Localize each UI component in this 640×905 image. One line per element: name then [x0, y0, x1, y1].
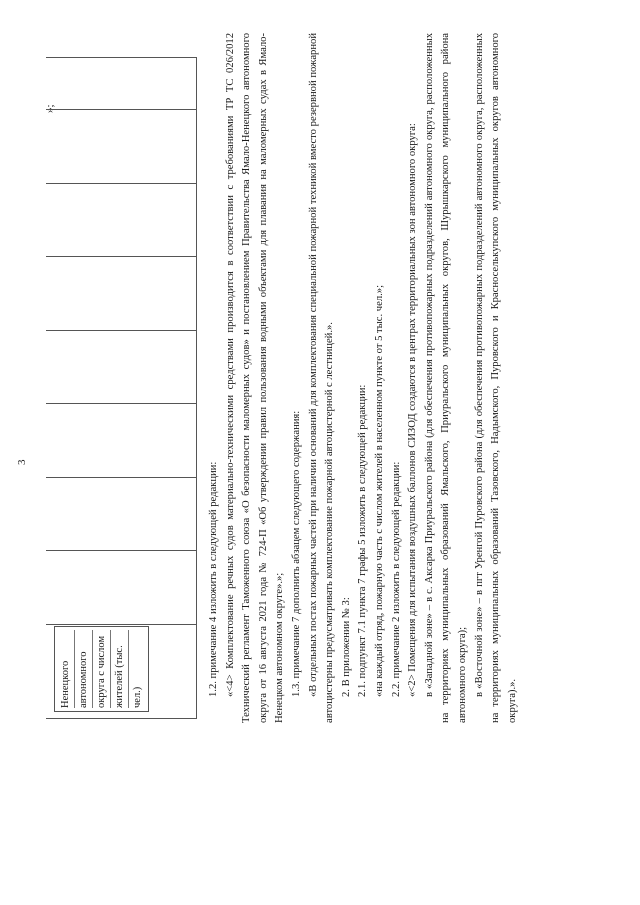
row-label-line: автономного — [75, 630, 93, 708]
row-label-line: чел.) — [132, 686, 143, 708]
document-body — [206, 33, 521, 723]
paragraph: «В отдельных постах пожарных частей при наличии оснований для комплектования специальной пожарной техникой вместо резервной пожарной автоцистерны предусматривать комплектование пожарной автоцистерной с лестницей.». — [307, 33, 336, 723]
table-empty-cell — [46, 58, 196, 109]
paragraph: 1.2. примечание 4 изложить в следующей редакции: — [208, 461, 219, 697]
table-empty-cell — [46, 330, 196, 404]
table-empty-cell — [46, 109, 196, 183]
row-label-line: округа с числом — [93, 630, 111, 708]
paragraph: 2. В приложении № 3: — [340, 597, 352, 697]
table-fragment — [46, 57, 197, 719]
page-number: 3 — [16, 459, 28, 465]
paragraph: 2.1. подпункт 7.1 пункта 7 графы 5 изложить в следующей редакции: — [357, 384, 369, 697]
table-empty-cell — [46, 403, 196, 477]
table-empty-cell — [46, 477, 196, 551]
row-label-box — [54, 626, 149, 712]
paragraph: «на каждый отряд, пожарную часть с числом жителей в населенном пункте от 5 тыс. чел.»; — [373, 284, 385, 697]
table-empty-cell — [46, 183, 196, 257]
paragraph: в «Восточной зоне» – в пгт Уренгой Пуровского района (для обеспечения противопожарных подразделений автономного округа, расположенных на территориях муниципальных образований Тазовского, Надымского, Пуровского и Красноселькупского муниципальных округов автономного округа).». — [473, 33, 518, 723]
table-empty-cell — [46, 256, 196, 330]
table-empty-cell — [46, 551, 196, 625]
row-label-line: жителей (тыс. — [111, 630, 129, 708]
paragraph: 2.2. примечание 2 изложить в следующей редакции: — [390, 461, 402, 697]
paragraph: в «Западной зоне» – в с. Аксарка Приуральского района (для обеспечения противопожарных подразделений автономного округа, расположенных на территориях муниципальных образований Ямальского, Приуральского муниципальных округов, Шурышкарского муниципального района автономного округа); — [423, 33, 468, 723]
table-closing-quote: »; — [44, 104, 56, 113]
table-row-header-cell — [46, 624, 196, 718]
paragraph: 1.3. примечание 7 дополнить абзацем следующего содержания: — [290, 410, 302, 697]
paragraph: «<4> Комплектование речных судов материально-техническими средствами производится в соответствии с требованиями ТР ТС 026/2012 Технический регламент Таможенного союза «О безопасности маломерных судов» и постановлением Правительства Ямало-Ненецкого автономного округа от 16 августа 2021 года № 724-П «Об утверждении правил пользования водными объектами для плавания на маломерных судах в Ямало-Ненецком автономном округе».»; — [224, 33, 286, 723]
paragraph: «<2> Помещения для испытания воздушных баллонов СИЗОД создаются в центрах территориальных зон автономного округа: — [407, 123, 419, 697]
row-label-line: Ненецкого — [57, 630, 75, 708]
